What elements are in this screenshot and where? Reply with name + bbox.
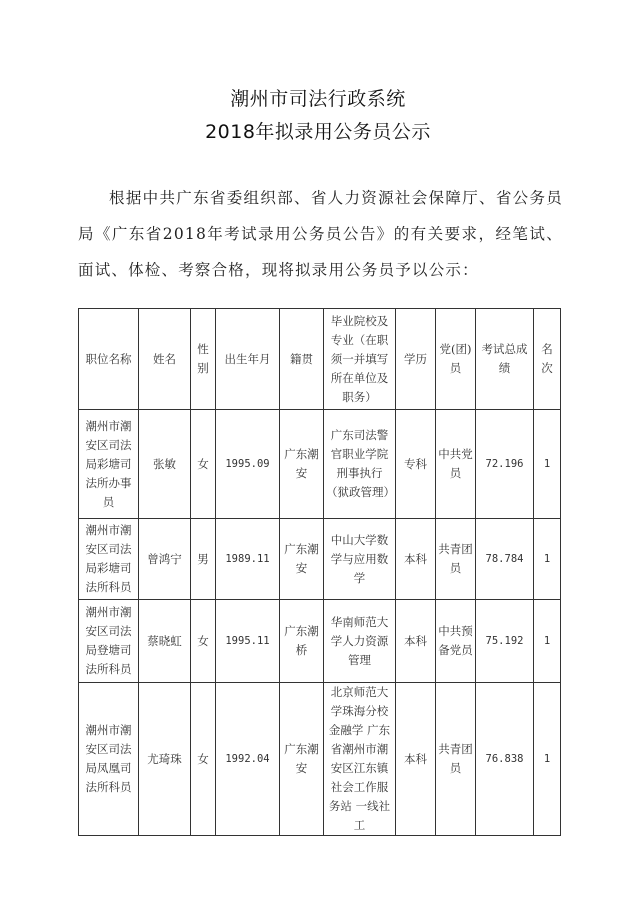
cell-rank: 1 — [534, 410, 561, 519]
cell-school: 华南师范大学人力资源管理 — [324, 600, 396, 683]
cell-gender: 女 — [191, 600, 216, 683]
cell-position: 潮州市潮安区司法局登塘司法所科员 — [79, 600, 139, 683]
cell-rank: 1 — [534, 600, 561, 683]
cell-name: 蔡晓虹 — [139, 600, 191, 683]
cell-education: 本科 — [396, 600, 436, 683]
cell-origin: 广东潮安 — [280, 410, 324, 519]
header-origin: 籍贯 — [280, 309, 324, 410]
cell-gender: 男 — [191, 519, 216, 600]
cell-gender: 女 — [191, 683, 216, 836]
cell-origin: 广东潮安 — [280, 683, 324, 836]
cell-education: 本科 — [396, 519, 436, 600]
cell-position: 潮州市潮安区司法局凤凰司法所科员 — [79, 683, 139, 836]
cell-gender: 女 — [191, 410, 216, 519]
header-position: 职位名称 — [79, 309, 139, 410]
cell-rank: 1 — [534, 519, 561, 600]
header-birth: 出生年月 — [216, 309, 280, 410]
cell-name: 曾鸿宁 — [139, 519, 191, 600]
cell-score: 78.784 — [476, 519, 534, 600]
header-name: 姓名 — [139, 309, 191, 410]
page-title: 潮州市司法行政系统 — [230, 88, 406, 110]
cell-party: 共青团员 — [436, 519, 476, 600]
cell-rank: 1 — [534, 683, 561, 836]
table-row — [79, 519, 561, 600]
cell-party: 共青团员 — [436, 683, 476, 836]
cell-name: 张敏 — [139, 410, 191, 519]
table-header-row — [79, 309, 561, 410]
cell-score: 76.838 — [476, 683, 534, 836]
page-subtitle: 2018年拟录用公务员公示 — [205, 121, 431, 143]
cell-school: 广东司法警官职业学院刑事执行（狱政管理） — [324, 410, 396, 519]
header-score: 考试总成绩 — [476, 309, 534, 410]
header-gender: 性别 — [191, 309, 216, 410]
cell-origin: 广东潮桥 — [280, 600, 324, 683]
cell-name: 尤琦珠 — [139, 683, 191, 836]
cell-party: 中共预备党员 — [436, 600, 476, 683]
cell-birth: 1995.09 — [216, 410, 280, 519]
cell-birth: 1992.04 — [216, 683, 280, 836]
cell-party: 中共党员 — [436, 410, 476, 519]
table-row — [79, 410, 561, 519]
cell-origin: 广东潮安 — [280, 519, 324, 600]
cell-position: 潮州市潮安区司法局彩塘司法所办事员 — [79, 410, 139, 519]
table-row — [79, 600, 561, 683]
cell-birth: 1989.11 — [216, 519, 280, 600]
cell-score: 75.192 — [476, 600, 534, 683]
header-education: 学历 — [396, 309, 436, 410]
cell-school: 北京师范大学珠海分校金融学 广东省潮州市潮安区江东镇社会工作服务站 一线社工 — [324, 683, 396, 836]
candidate-table — [78, 308, 561, 836]
cell-position: 潮州市潮安区司法局彩塘司法所科员 — [79, 519, 139, 600]
cell-score: 72.196 — [476, 410, 534, 519]
cell-education: 专科 — [396, 410, 436, 519]
cell-school: 中山大学数学与应用数学 — [324, 519, 396, 600]
header-rank: 名次 — [534, 309, 561, 410]
intro-paragraph: 根据中共广东省委组织部、省人力资源社会保障厅、省公务员局《广东省2018年考试录用公务员公告》的有关要求，经笔试、面试、体检、考察合格，现将拟录用公务员予以公示： — [78, 189, 563, 279]
header-party: 党(团)员 — [436, 309, 476, 410]
cell-birth: 1995.11 — [216, 600, 280, 683]
table-row — [79, 683, 561, 836]
cell-education: 本科 — [396, 683, 436, 836]
header-school: 毕业院校及专业（在职须一并填写所在单位及职务） — [324, 309, 396, 410]
